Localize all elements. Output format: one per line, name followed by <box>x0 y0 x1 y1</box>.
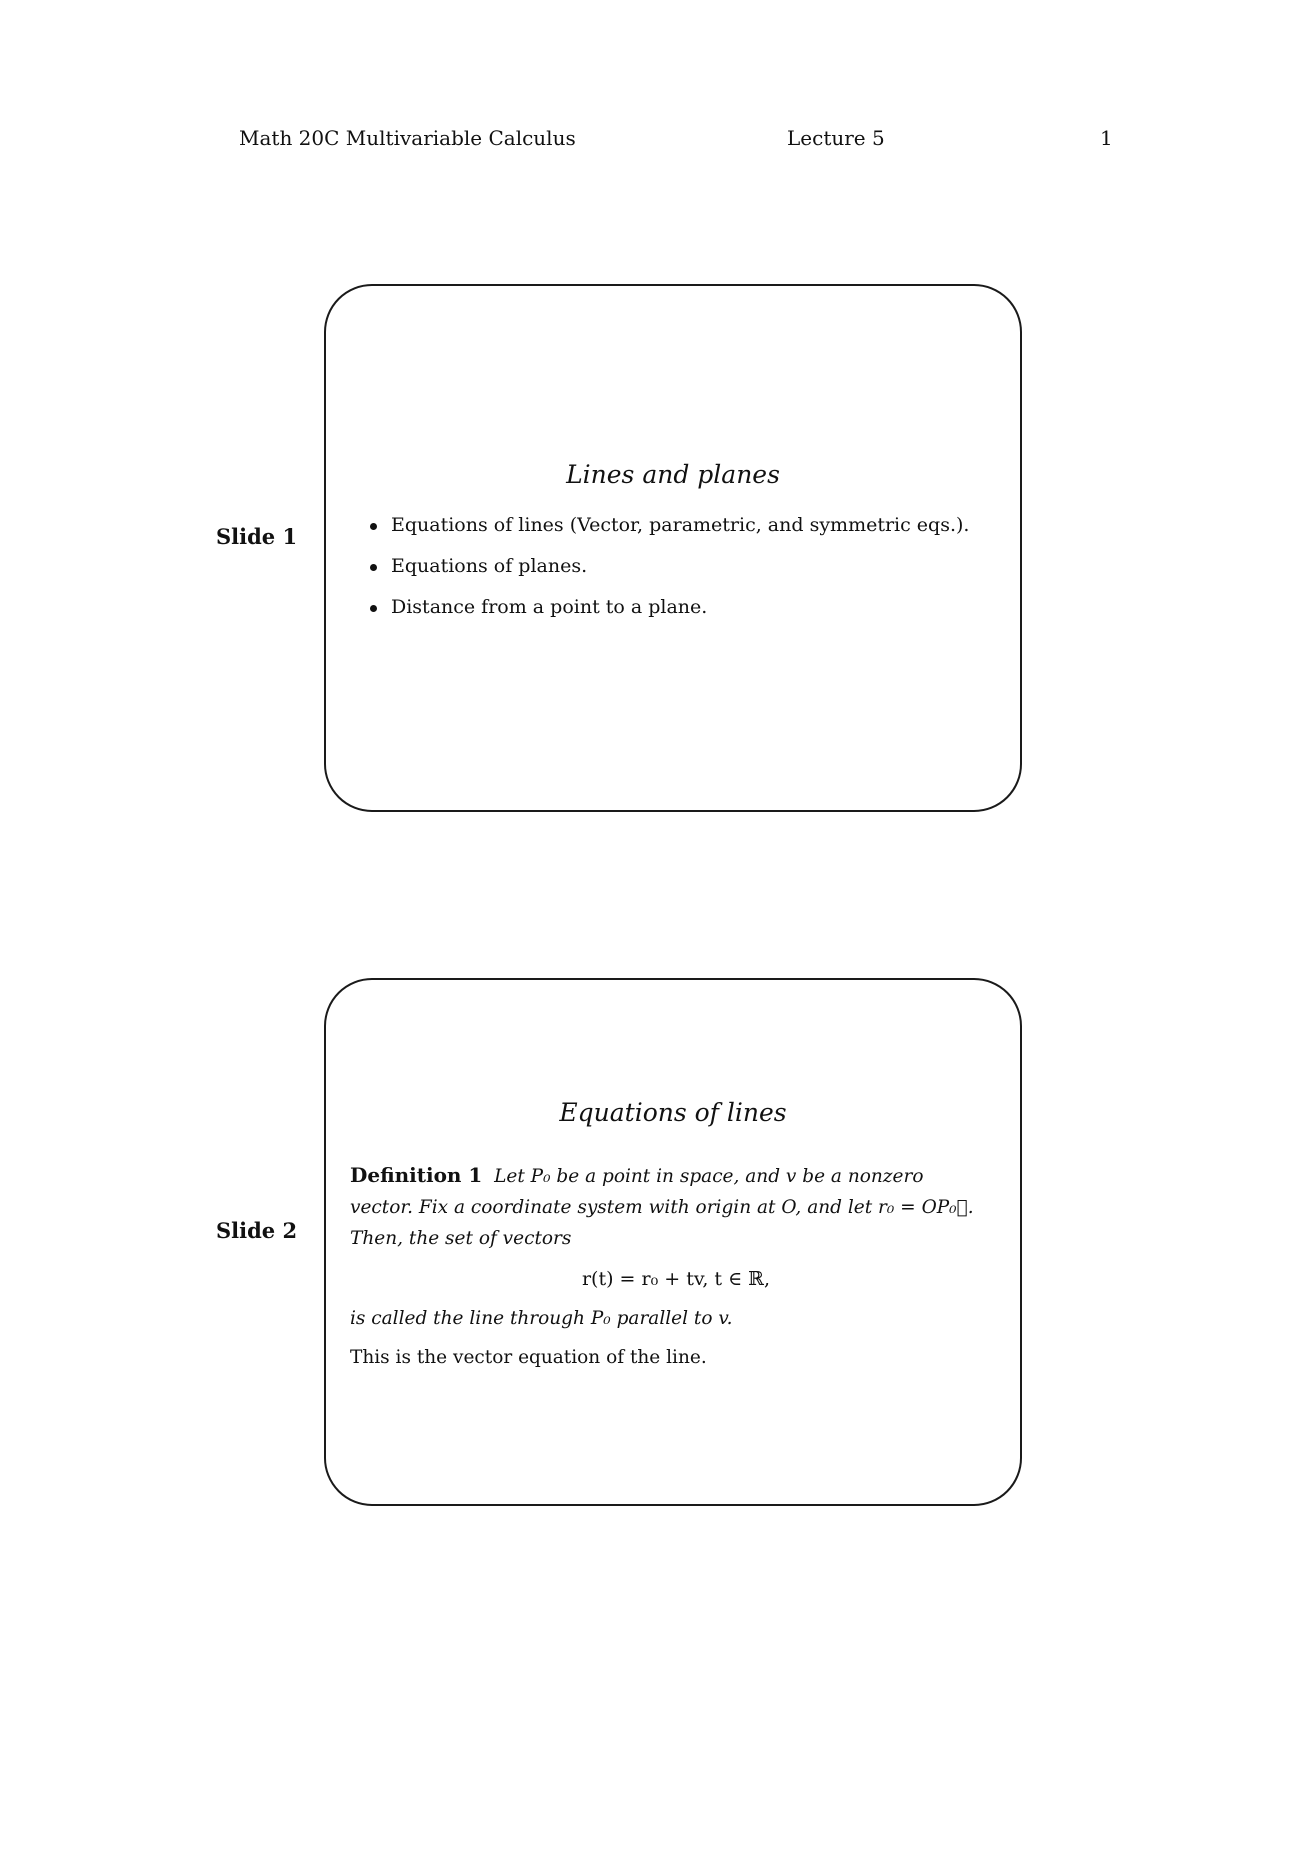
page-number: 1 <box>1100 126 1113 150</box>
slide-2-title: Equations of lines <box>559 1098 787 1127</box>
slide-2-frame <box>324 978 1022 1506</box>
slide-1-title: Lines and planes <box>566 460 780 489</box>
list-item: Distance from a point to a plane. <box>366 596 969 618</box>
lecture-number: Lecture 5 <box>787 126 885 150</box>
definition-line-3: Then, the set of vectors <box>350 1228 572 1249</box>
definition-conclusion: is called the line through P₀ parallel to v. <box>350 1308 733 1329</box>
definition-line-1 <box>350 1160 1002 1192</box>
definition-line-2: vector. Fix a coordinate system with origin at O, and let r₀ = OP₀⃗. <box>350 1197 974 1218</box>
slide-1-label: Slide 1 <box>216 524 298 549</box>
definition-block <box>350 1160 1002 1373</box>
slide-2-label: Slide 2 <box>216 1218 298 1243</box>
slide-1-bullet-list <box>366 514 969 637</box>
slide-1-frame <box>324 284 1022 812</box>
course-title: Math 20C Multivariable Calculus <box>239 126 576 150</box>
page-header <box>0 126 1308 156</box>
definition-heading: Definition 1 <box>350 1163 483 1187</box>
definition-text-1: Let P₀ be a point in space, and v be a nonzero <box>494 1166 924 1187</box>
list-item: Equations of lines (Vector, parametric, and symmetric eqs.). <box>366 514 969 536</box>
remark: This is the vector equation of the line. <box>350 1347 707 1368</box>
vector-equation: r(t) = r₀ + tv, t ∈ ℝ, <box>581 1268 771 1290</box>
list-item: Equations of planes. <box>366 555 969 577</box>
